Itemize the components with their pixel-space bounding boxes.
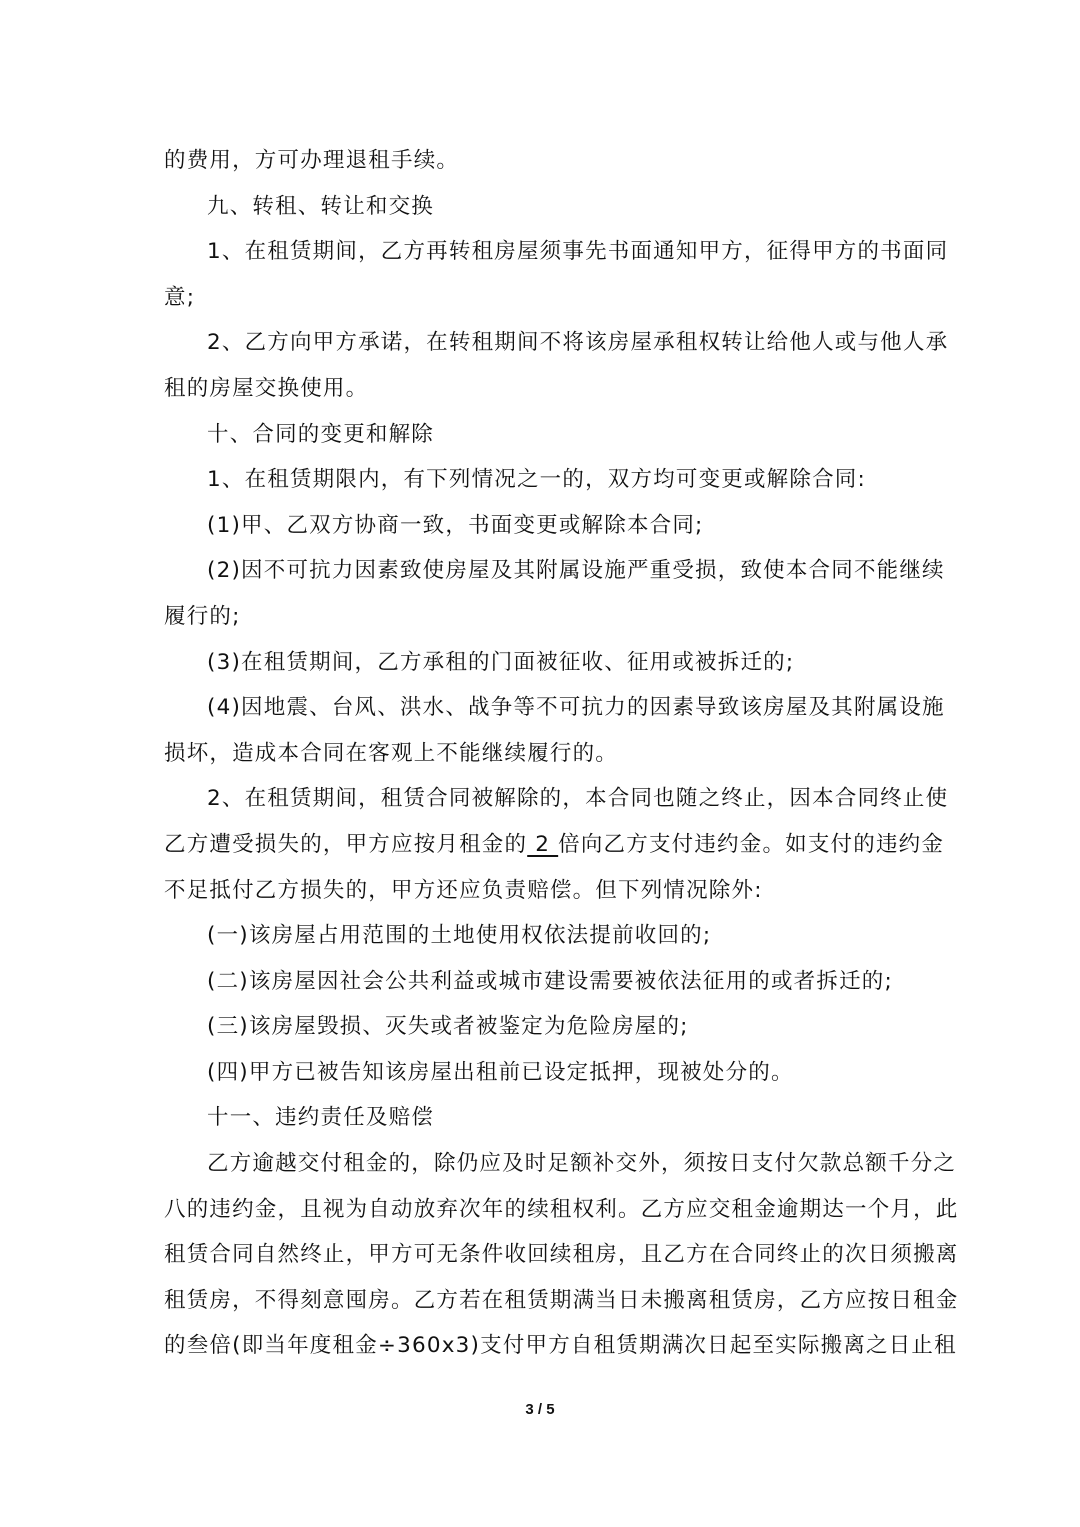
text-line: (二)该房屋因社会公共利益或城市建设需要被依法征用的或者拆迁的; [207, 968, 893, 994]
page-number: 3 / 5 [525, 1401, 555, 1418]
text-line: 的叁倍(即当年度租金÷360x3)支付甲方自租赁期满次日起至实际搬离之日止租 [164, 1333, 957, 1359]
text-line: (一)该房屋占用范围的土地使用权依法提前收回的; [207, 923, 712, 949]
text-line: 2、在租赁期间，租赁合同被解除的，本合同也随之终止，因本合同终止使 [207, 786, 949, 812]
text-line [164, 822, 945, 868]
text-line: 租的房屋交换使用。 [164, 375, 369, 401]
text-line: (1)甲、乙双方协商一致，书面变更或解除本合同; [207, 512, 704, 538]
text-line: 的费用，方可办理退租手续。 [164, 148, 460, 173]
text-line: (3)在租赁期间，乙方承租的门面被征收、征用或被拆迁的; [207, 649, 795, 675]
text-segment: 乙方遭受损失的，甲方应按月租金的 [164, 831, 528, 857]
text-line: 租赁合同自然终止，甲方可无条件收回续租房，且乙方在合同终止的次日须搬离 [164, 1242, 959, 1268]
text-line: 2、乙方向甲方承诺，在转租期间不将该房屋承租权转让给他人或与他人承 [207, 330, 949, 356]
text-line: (4)因地震、台风、洪水、战争等不可抗力的因素导致该房屋及其附属设施 [207, 695, 945, 721]
section-heading: 十、合同的变更和解除 [207, 421, 435, 447]
text-segment: 倍向乙方支付违约金。如支付的违约金 [558, 831, 945, 857]
text-line: 不足抵付乙方损失的，甲方还应负责赔偿。但下列情况除外: [164, 877, 763, 903]
text-line: 租赁房，不得刻意囤房。乙方若在租赁期满当日未搬离租赁房，乙方应按日租金 [164, 1287, 959, 1313]
text-line: 八的违约金，且视为自动放弃次年的续租权利。乙方应交租金逾期达一个月，此 [164, 1196, 959, 1222]
text-line: (2)因不可抗力因素致使房屋及其附属设施严重受损，致使本合同不能继续 [207, 558, 945, 584]
section-heading: 十一、违约责任及赔偿 [207, 1105, 435, 1131]
text-line: 意; [164, 284, 196, 310]
section-heading: 九、转租、转让和交换 [207, 193, 435, 219]
text-line: (四)甲方已被告知该房屋出租前已设定抵押，现被处分的。 [207, 1059, 794, 1085]
text-line: 乙方逾越交付租金的，除仍应及时足额补交外，须按日支付欠款总额千分之 [207, 1151, 957, 1177]
text-line: 履行的; [164, 603, 241, 629]
text-line: 1、在租赁期间，乙方再转租房屋须事先书面通知甲方，征得甲方的书面同 [207, 239, 949, 265]
text-line: 1、在租赁期限内，有下列情况之一的，双方均可变更或解除合同: [207, 467, 866, 493]
multiplier-value: 2 [527, 831, 559, 857]
text-line: (三)该房屋毁损、灭失或者被鉴定为危险房屋的; [207, 1014, 689, 1040]
document-body [164, 138, 959, 1369]
text-line: 损坏，造成本合同在客观上不能继续履行的。 [164, 740, 619, 766]
